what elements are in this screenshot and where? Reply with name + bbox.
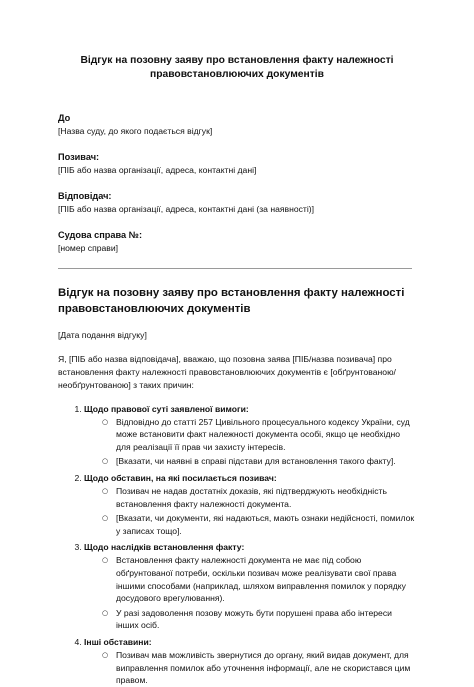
reason-item (84, 541, 416, 632)
reason-point: ○ Встановлення факту належності документа не має під собою обґрунтованої потреби, оскільки позивач може реалізувати свої права іншими способами (наприклад, шляхом виправлення помилок у порядку досудового врегулювання). (102, 554, 416, 604)
court-label: До (58, 113, 71, 123)
reason-points (84, 649, 416, 687)
reason-point: ○ Позивач мав можливість звернутися до органу, який видав документ, для виправлення помилок або уточнення інформації, але не скористався цим правом. (102, 649, 416, 687)
reason-point: ○ У разі задоволення позову можуть бути порушені права або інтереси інших осіб. (102, 607, 416, 632)
reason-point: ○ Відповідно до статті 257 Цивільного процесуального кодексу України, суд може встановити факт належності документа особі, якщо це необхідно для реалізації її прав чи захисту інтересів. (102, 416, 416, 454)
reason-item (84, 472, 416, 537)
court-value: [Назва суду, до якого подається відгук] (58, 126, 213, 136)
case-number-label: Судова справа №: (58, 230, 143, 240)
plaintiff-label: Позивач: (58, 152, 100, 162)
intro-paragraph: Я, [ПІБ або назва відповідача], вважаю, що позовна заява [ПІБ/назва позивача] про встановлення факту належності правовстановлюючих документів є [обґрунтованою/необґрунтованою] з таких причин: (58, 354, 396, 391)
reason-point: ○ [Вказати, чи наявні в справі підстави для встановлення такого факту]. (102, 455, 416, 468)
defendant-value: [ПІБ або назва організації, адреса, контактні дані (за наявності)] (58, 204, 315, 214)
court-field (58, 112, 416, 137)
reason-points (84, 554, 416, 632)
reason-point: ○ [Вказати, чи документи, які надаються, мають ознаки недійсності, помилок у записах тощо]. (102, 512, 416, 537)
case-number-value: [номер справи] (58, 243, 119, 253)
reasons-list (58, 403, 416, 687)
reason-points (84, 485, 416, 537)
reason-heading: Інші обставини: (84, 636, 152, 647)
defendant-field (58, 190, 416, 215)
plaintiff-value: [ПІБ або назва організації, адреса, контактні дані] (58, 165, 257, 175)
section-title: Відгук на позовну заяву про встановлення факту належності правовстановлюючих документів (58, 287, 405, 315)
case-number-field (58, 229, 416, 254)
defendant-label: Відповідач: (58, 191, 112, 201)
horizontal-divider (58, 268, 412, 269)
reason-item (84, 403, 416, 468)
document-title: Відгук на позовну заяву про встановлення факту належності правовстановлюючих документів (80, 55, 394, 80)
reason-item (84, 636, 416, 687)
reason-points (84, 416, 416, 468)
reason-heading: Щодо правової суті заявленої вимоги: (84, 403, 249, 414)
plaintiff-field (58, 151, 416, 176)
reason-point: ○ Позивач не надав достатніх доказів, які підтверджують необхідність встановлення факту належності документа. (102, 485, 416, 510)
reason-heading: Щодо обставин, на які посилається позивач: (84, 472, 277, 483)
reason-heading: Щодо наслідків встановлення факту: (84, 542, 245, 553)
date-placeholder: [Дата подання відгуку] (58, 330, 147, 340)
